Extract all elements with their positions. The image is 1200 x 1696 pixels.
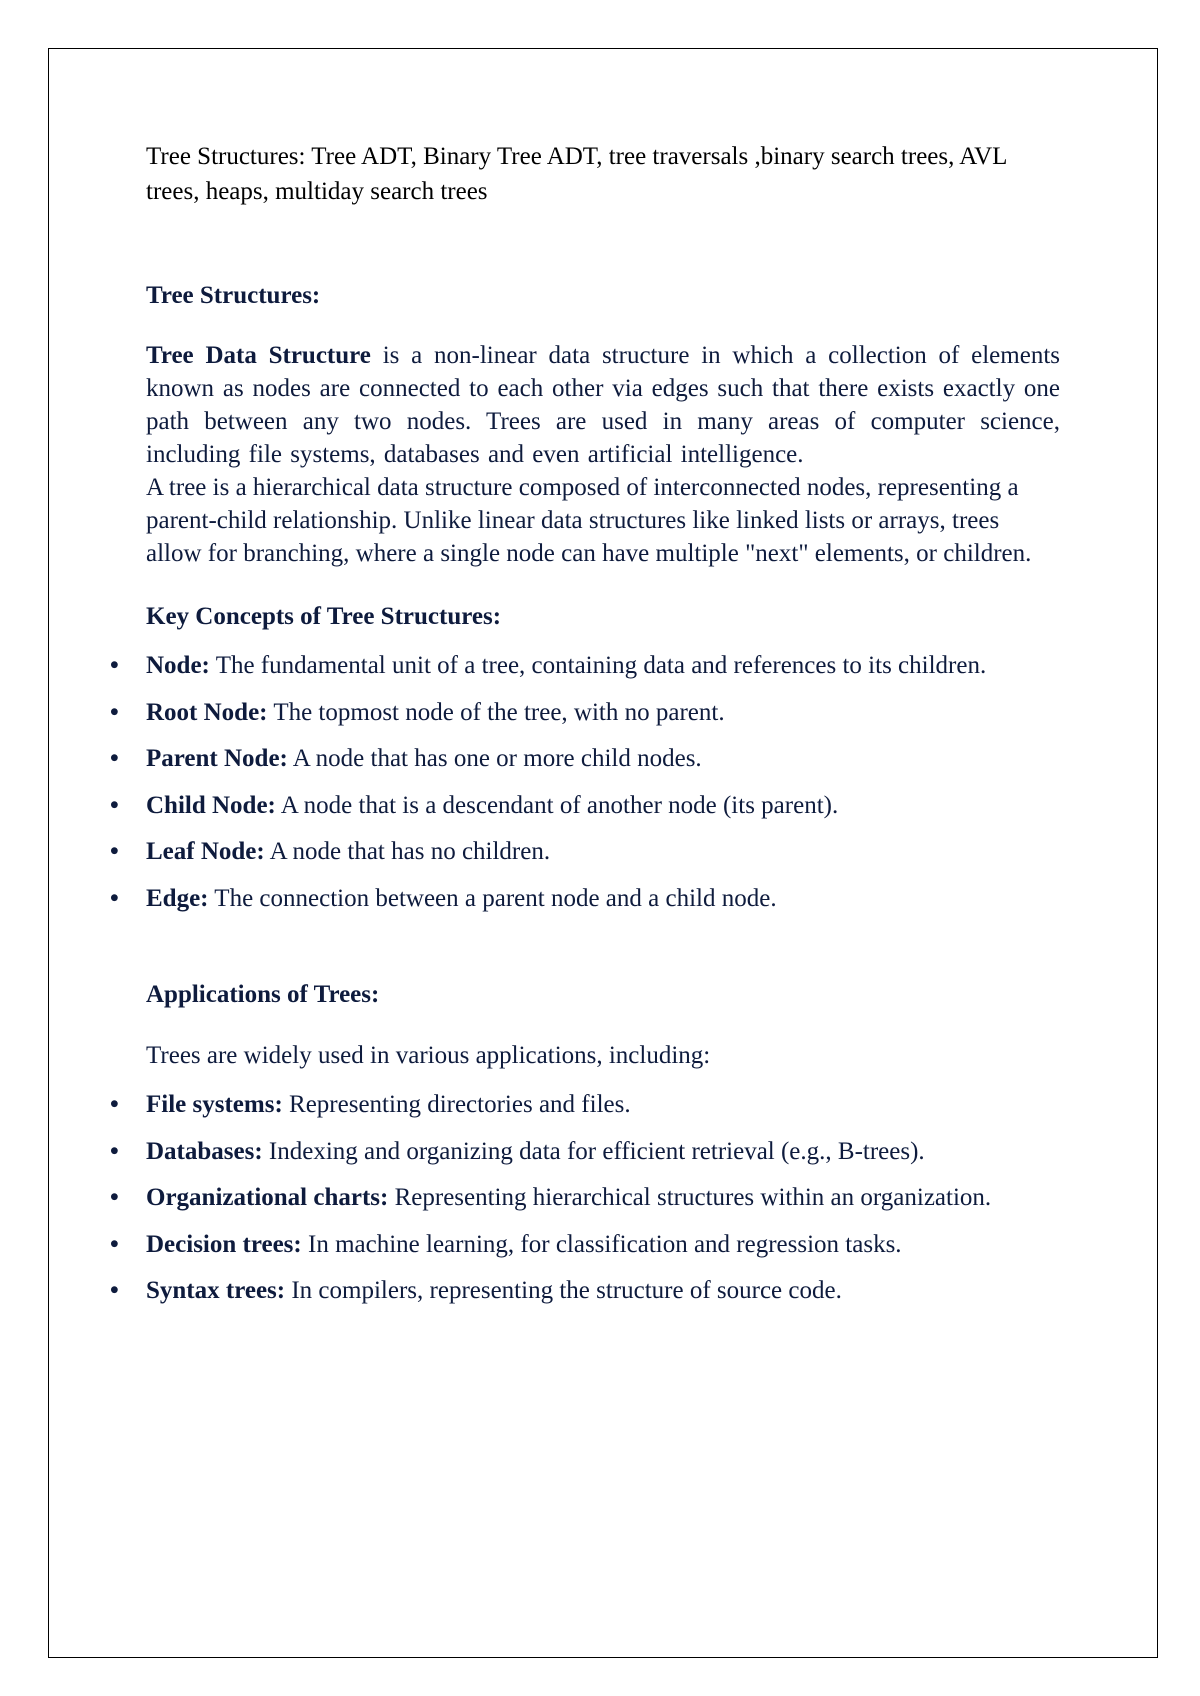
item-text: The connection between a parent node and a child node. <box>208 884 777 912</box>
item-text: Representing directories and files. <box>282 1091 631 1118</box>
bullet-icon: • <box>110 791 119 819</box>
tree-description-paragraph: A tree is a hierarchical data structure composed of interconnected nodes, representing a parent-child relationship. Unlike linear data structures like linked lists or arrays, trees allow for branching, where a single node can have multiple "next" elements, or children. <box>146 474 1032 567</box>
item-term: Edge: <box>146 884 209 912</box>
bullet-icon: • <box>110 1230 119 1258</box>
list-item <box>110 696 1060 731</box>
list-item <box>110 1135 1060 1170</box>
bullet-icon: • <box>110 698 119 726</box>
item-text: A node that has one or more child nodes. <box>287 745 702 772</box>
bullet-icon: • <box>110 1277 119 1304</box>
bullet-icon: • <box>110 1137 119 1165</box>
item-term: Root Node: <box>146 698 268 726</box>
item-text: The topmost node of the tree, with no parent. <box>267 698 725 726</box>
bullet-icon: • <box>110 1184 119 1211</box>
syllabus-line: Tree Structures: Tree ADT, Binary Tree ADT, tree traversals ,binary search trees, AVL trees, heaps, multiday search trees <box>146 143 1007 205</box>
list-item <box>110 789 1060 824</box>
tree-definition-paragraph <box>146 339 1060 471</box>
item-term: Child Node: <box>146 791 276 819</box>
item-text: Representing hierarchical structures within an organization. <box>388 1184 992 1211</box>
list-item <box>110 1274 1060 1309</box>
applications-intro: Trees are widely used in various applications, including: <box>146 1042 711 1069</box>
tree-structures-heading: Tree Structures: <box>146 282 321 309</box>
bullet-icon: • <box>110 652 119 679</box>
bullet-icon: • <box>110 884 119 912</box>
item-text: Indexing and organizing data for efficient retrieval (e.g., B-trees). <box>262 1137 925 1165</box>
item-term: Node: <box>146 652 210 679</box>
definition-text: is a non-linear data structure in which a collection of elements known as nodes are connected to each other via edges such that there exists exactly one path between any two nodes. Trees are used in many areas of computer science, including file systems, databases and even artificial intelligence. <box>146 342 1060 468</box>
list-item <box>110 835 1060 870</box>
item-text: A node that has no children. <box>264 838 551 865</box>
item-term: Decision trees: <box>146 1230 302 1258</box>
key-concepts-list <box>110 649 1060 916</box>
item-term: Parent Node: <box>146 745 288 772</box>
item-text: In compilers, representing the structure of source code. <box>285 1277 842 1304</box>
document-content <box>110 140 1060 1309</box>
key-concepts-heading: Key Concepts of Tree Structures: <box>146 603 502 630</box>
item-term: File systems: <box>146 1091 283 1118</box>
list-item <box>110 742 1060 777</box>
list-item <box>110 1088 1060 1123</box>
list-item <box>110 1181 1060 1216</box>
bullet-icon: • <box>110 745 119 772</box>
item-text: A node that is a descendant of another node (its parent). <box>275 791 839 819</box>
item-term: Leaf Node: <box>146 838 265 865</box>
bullet-icon: • <box>110 1091 119 1118</box>
applications-list <box>110 1088 1060 1309</box>
item-term: Syntax trees: <box>146 1277 286 1304</box>
item-text: The fundamental unit of a tree, containing data and references to its children. <box>209 652 987 679</box>
item-text: In machine learning, for classification and regression tasks. <box>301 1230 902 1258</box>
list-item <box>110 649 1060 684</box>
definition-term: Tree Data Structure <box>146 342 371 369</box>
list-item <box>110 882 1060 917</box>
applications-heading: Applications of Trees: <box>146 981 380 1008</box>
item-term: Organizational charts: <box>146 1184 389 1211</box>
list-item <box>110 1228 1060 1263</box>
item-term: Databases: <box>146 1137 263 1165</box>
bullet-icon: • <box>110 838 119 865</box>
